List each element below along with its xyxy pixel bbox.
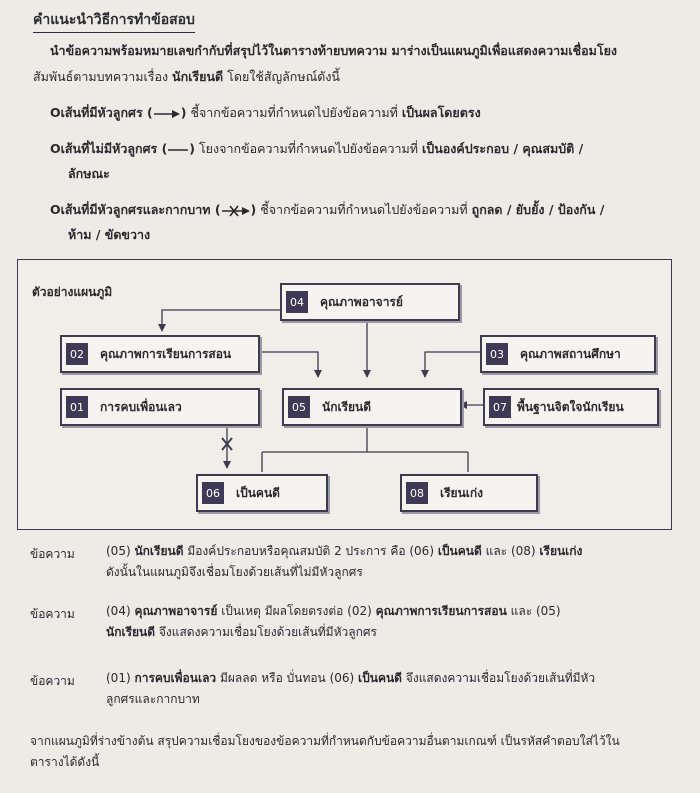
body-text: มีองค์ประกอบหรือคุณสมบัติ 2 ประการ คือ (06)	[183, 544, 438, 558]
body-text: มีผลลด หรือ บั่นทอน (06)	[216, 671, 359, 685]
rule-line: Oเส้นที่ไม่มีหัวลูกศร ( ) โยงจากข้อความที่กำหนดไปยังข้อความที่ เป็นองค์ประกอบ / คุณสมบัติ /	[50, 141, 584, 156]
rule-cross-arrow-cont: ห้าม / ขัดขวาง	[68, 227, 151, 242]
rule-line-cont: ลักษณะ	[68, 166, 110, 181]
body-text: (04)	[106, 604, 135, 618]
emphasis-text: นักเรียนดี	[134, 544, 184, 558]
emphasis-text: การคบเพื่อนเลว	[134, 671, 217, 685]
node-07: 07 พื้นฐานจิตใจนักเรียน	[483, 388, 659, 426]
emphasis-text: เรียนเก่ง	[539, 544, 583, 558]
emphasis-text: เป็นคนดี	[437, 544, 482, 558]
emphasis-text: นักเรียนดี	[106, 625, 156, 639]
body-text: เป็นเหตุ มีผลโดยตรงต่อ (02)	[217, 604, 376, 618]
conclusion: จากแผนภูมิที่ร่างข้างต้น สรุปความเชื่อมโยงของข้อความที่กำหนดกับข้อความอื่นตามเกณฑ์ เป็นรหัสคำตอบใส่ไว้ใน ตารางได้ดังนี้	[30, 734, 620, 769]
rule-cross-arrow: Oเส้นที่มีหัวลูกศรและกากบาท ( ) ชี้จากข้อความที่กำหนดไปยังข้อความที่ ถูกลด / ยับยั้ง / ป้องกัน /	[50, 202, 605, 217]
arrow-04-to-02	[162, 310, 280, 331]
body-text: จึงแสดงความเชื่อมโยงด้วยเส้นที่มีหัว	[401, 671, 596, 685]
node-04: 04 คุณภาพอาจารย์	[280, 283, 460, 321]
node-06: 06 เป็นคนดี	[196, 474, 328, 512]
body-text: (01)	[106, 671, 135, 685]
diagram-title: ตัวอย่างแผนภูมิ	[32, 285, 113, 299]
explanation-3-label: ข้อความ	[30, 674, 75, 688]
body-text: และ (08)	[481, 544, 540, 558]
node-05: 05 นักเรียนดี	[282, 388, 462, 426]
explanation-1	[106, 541, 582, 583]
node-01: 01 การคบเพื่อนเลว	[60, 388, 260, 426]
node-08: 08 เรียนเก่ง	[400, 474, 538, 512]
explanation-1-label: ข้อความ	[30, 547, 75, 561]
rule-arrow: Oเส้นที่มีหัวลูกศร ( ) ชี้จากข้อความที่กำหนดไปยังข้อความที่ เป็นผลโดยตรง	[50, 105, 481, 120]
node-03: 03 คุณภาพสถานศึกษา	[480, 335, 656, 373]
intro-line-2: สัมพันธ์ตามบทความเรื่อง นักเรียนดี โดยใช้สัญลักษณ์ดังนี้	[33, 69, 340, 84]
emphasis-text: เป็นคนดี	[358, 671, 402, 685]
instructions-title: คำแนะนำวิธีการทำข้อสอบ	[33, 9, 195, 33]
emphasis-text: คุณภาพอาจารย์	[134, 604, 218, 618]
explanation-2-label: ข้อความ	[30, 607, 75, 621]
body-text: (05)	[106, 544, 135, 558]
intro-line-1: นำข้อความพร้อมหมายเลขกำกับที่สรุปไว้ในตารางท้ายบทความ มาร่างเป็นแผนภูมิเพื่อแสดงความเชื่อมโยง	[50, 43, 618, 58]
body-text: ดังนั้นในแผนภูมิจึงเชื่อมโยงด้วยเส้นที่ไม่มีหัวลูกศร	[106, 565, 363, 579]
body-text: ลูกศรและกากบาท	[106, 692, 200, 706]
arrow-03-to-05	[425, 352, 480, 377]
arrow-02-to-05	[256, 352, 318, 377]
explanation-3	[106, 668, 595, 710]
body-text: และ (05)	[506, 604, 561, 618]
emphasis-text: คุณภาพการเรียนการสอน	[375, 604, 507, 618]
explanation-2	[106, 601, 561, 643]
body-text: จึงแสดงความเชื่อมโยงด้วยเส้นที่มีหัวลูกศร	[155, 625, 377, 639]
node-02: 02 คุณภาพการเรียนการสอน	[60, 335, 260, 373]
